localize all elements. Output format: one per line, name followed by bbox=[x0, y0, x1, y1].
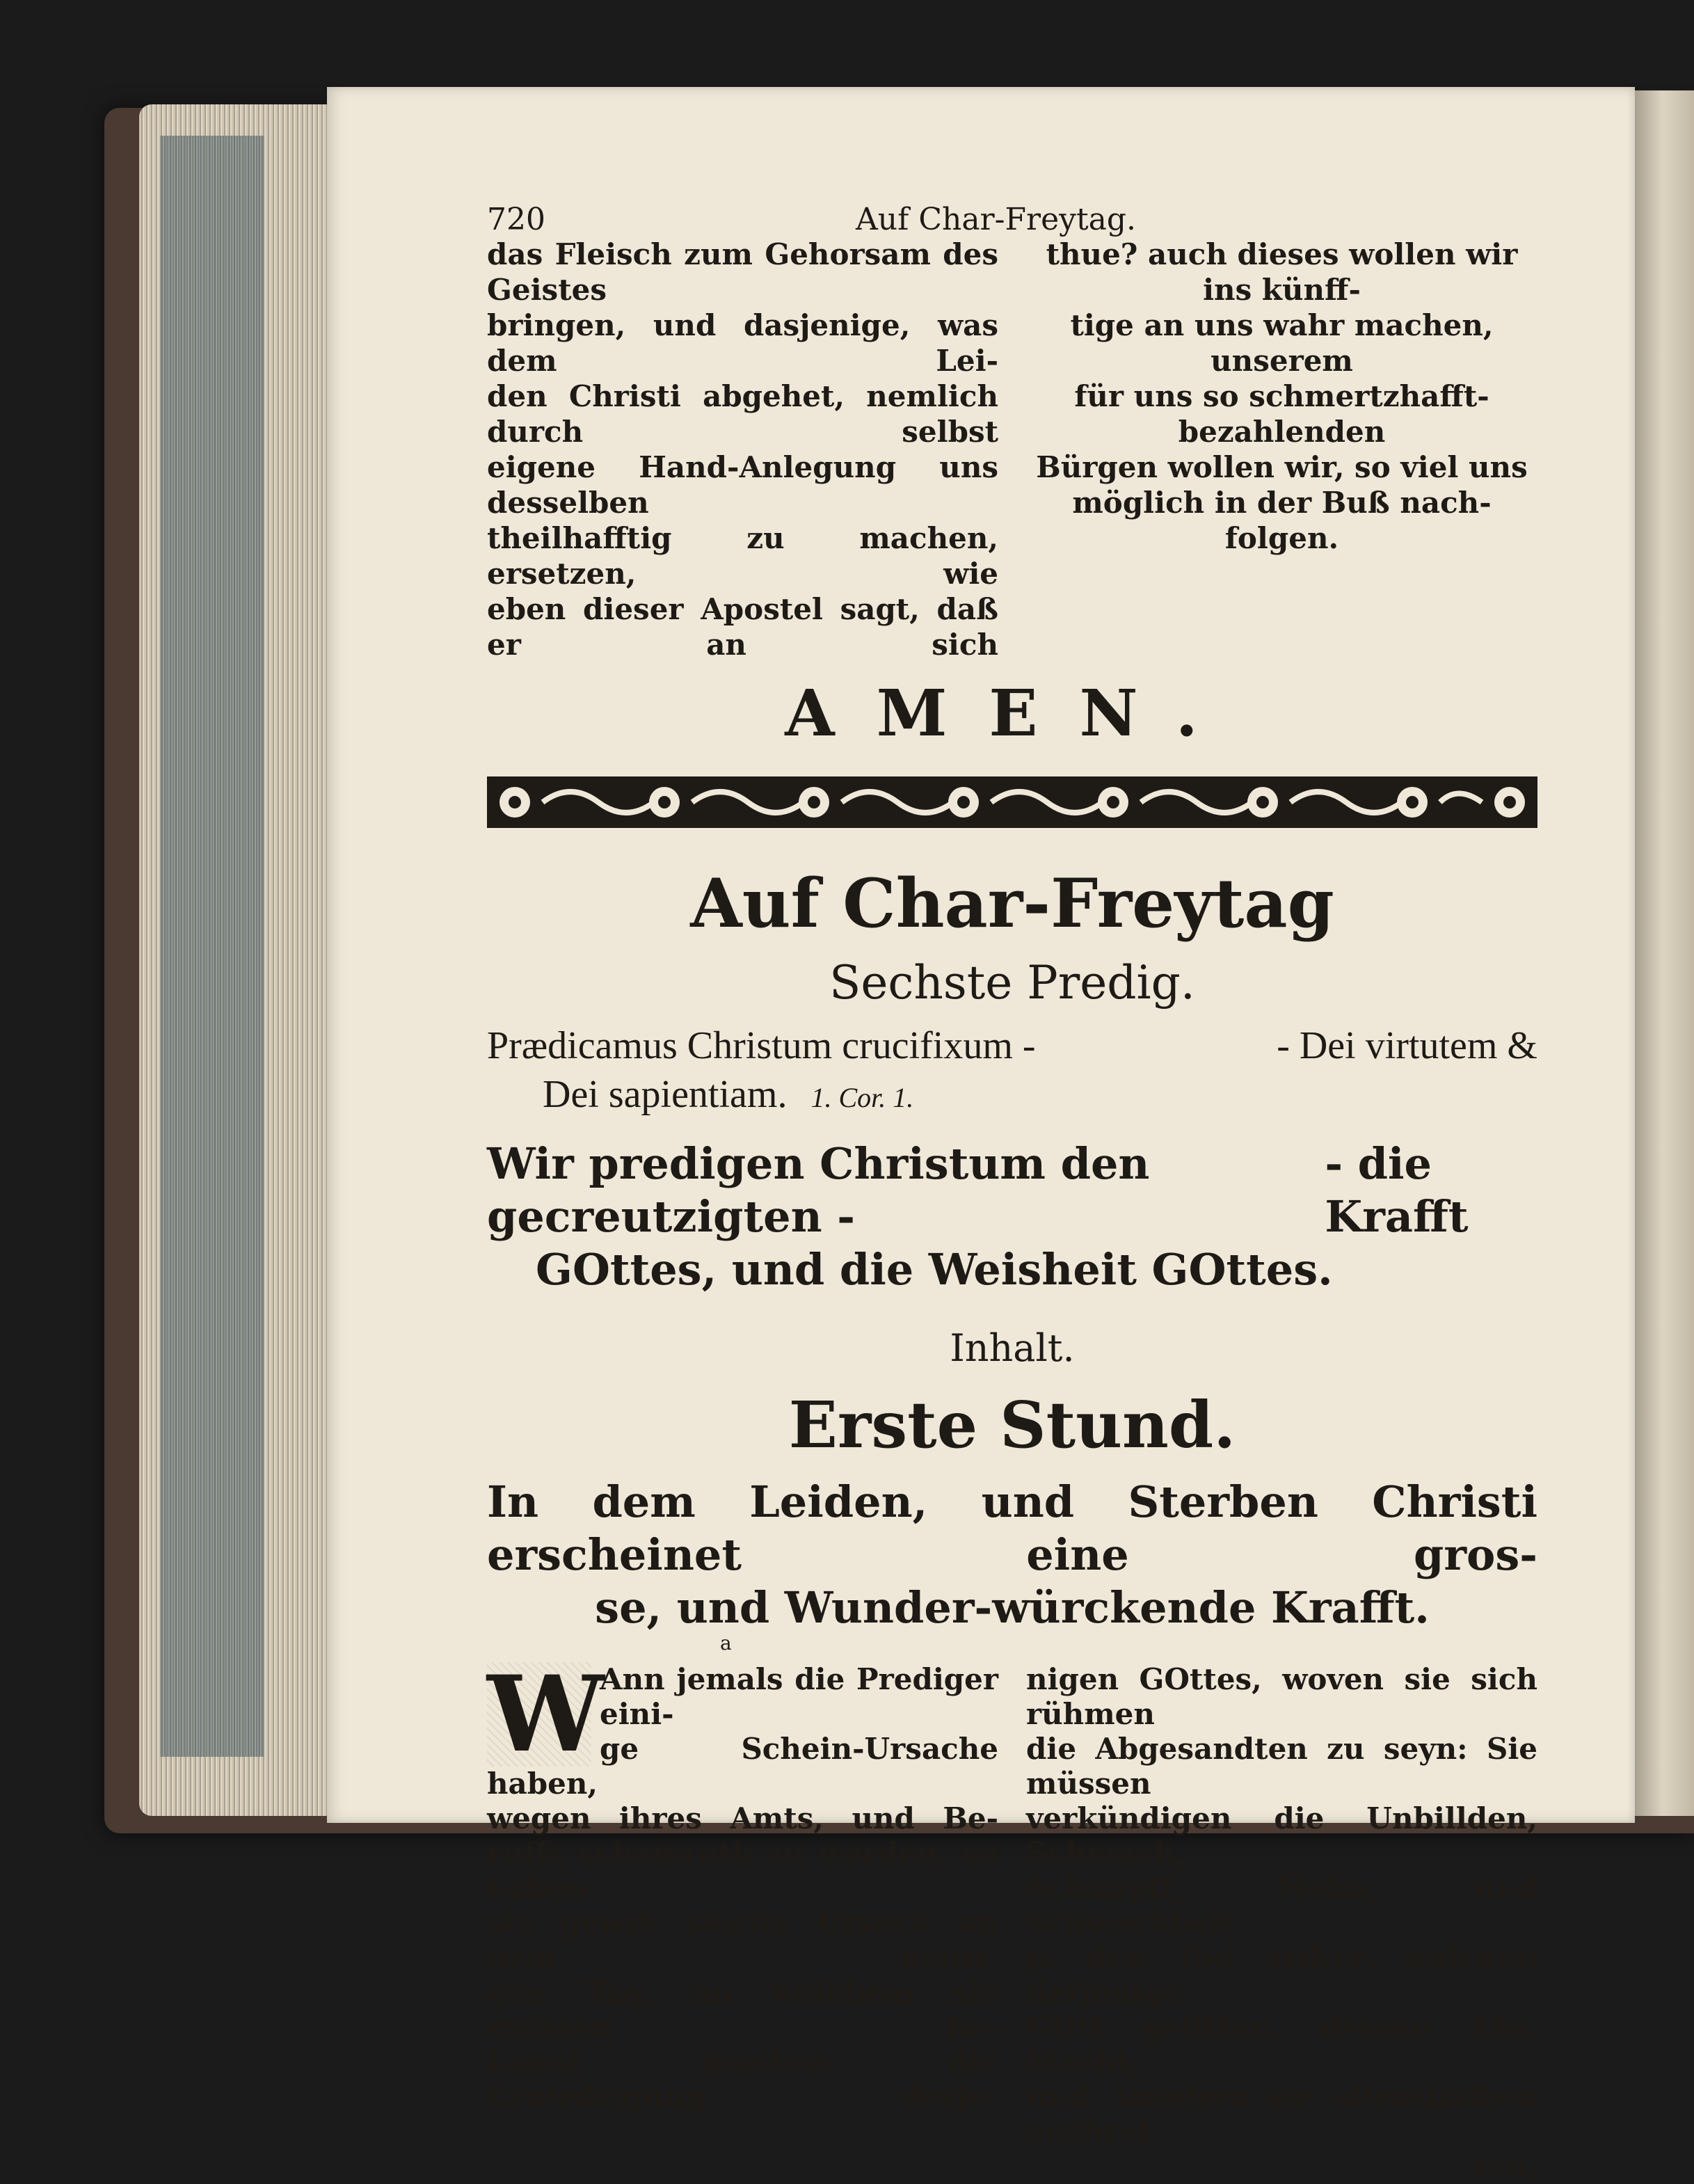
text-line: ja den Tod selber, welchen derjenige bbox=[1026, 1940, 1537, 2009]
top-columns bbox=[487, 237, 1537, 662]
text-line: theilhafftig zu machen, ersetzen, wie bbox=[487, 521, 998, 591]
text-line: eben dieser Apostel sagt, daß er an sich bbox=[487, 592, 998, 662]
text-line: folgen. bbox=[1224, 521, 1339, 555]
floral-ornament-icon bbox=[487, 772, 1537, 832]
text-line: Bürgen wollen wir, so viel uns bbox=[1036, 450, 1528, 484]
german-verse-part3: GOttes, und die Weisheit GOttes. bbox=[536, 1244, 1333, 1295]
signature-mark: a bbox=[720, 1632, 732, 1655]
text-line: bringen, und dasjenige, was dem Lei- bbox=[487, 308, 998, 378]
section-subtitle: Sechste Predig. bbox=[829, 956, 1195, 1010]
body-left-column bbox=[487, 1653, 998, 2184]
running-title: Auf Char-Freytag. bbox=[856, 202, 1137, 237]
text-line: den Christi abgehet, nemlich durch selbst bbox=[487, 379, 998, 449]
text-line: ge Schein-Ursache haben, bbox=[487, 1732, 998, 1801]
text-line: thue? auch dieses wollen wir ins künff- bbox=[1046, 237, 1518, 307]
facing-page-edge bbox=[1631, 90, 1694, 1816]
page-content bbox=[487, 202, 1537, 2184]
latin-verse bbox=[487, 1021, 1537, 1122]
german-verse bbox=[487, 1138, 1537, 1296]
running-head bbox=[487, 202, 1537, 237]
text-line: gen Tag, an welchem sie müssen be- bbox=[487, 1975, 998, 2044]
text-line: Schimpff, Hohn, und Schwachheit, bbox=[1026, 1871, 1537, 1940]
scripture-reference: 1. Cor. 1. bbox=[810, 1082, 914, 1113]
stund-heading: Erste Stund. bbox=[788, 1387, 1236, 1462]
text-line: und Ansehen sie allenthalben ausbrei- bbox=[1026, 2080, 1537, 2149]
summary bbox=[487, 1476, 1537, 1634]
text-line: eigene Hand-Anlegung uns desselben bbox=[487, 450, 998, 520]
summary-line: se, und Wunder-würckende Krafft. bbox=[595, 1582, 1430, 1633]
summary-line: In dem Leiden, und Sterben Christi erscheinet eine gros- bbox=[487, 1476, 1537, 1580]
latin-verse-part1: Prædicamus Christum crucifixum - bbox=[487, 1024, 1036, 1067]
page-edges bbox=[160, 136, 264, 1757]
german-verse-part1: Wir predigen Christum den gecreutzigten - bbox=[487, 1138, 1150, 1242]
german-verse-part2: - die Krafft bbox=[1325, 1138, 1469, 1242]
amen-heading: AMEN. bbox=[785, 676, 1240, 751]
section-title: Auf Char-Freytag bbox=[690, 864, 1334, 943]
text-line: tige an uns wahr machen, unserem bbox=[1070, 308, 1494, 378]
text-line: kannt machen die Erniedrigung desje- bbox=[487, 2045, 998, 2114]
text-line: verkündigen die Unbillden, Schmach, bbox=[1026, 1801, 1537, 1870]
text-line: ruffs schamroth zu werden, so haben bbox=[487, 1836, 998, 1905]
text-line: wegen ihres Amts, und Be- bbox=[487, 1801, 998, 1835]
text-line: möglich in der Buß nach- bbox=[1072, 486, 1492, 520]
text-line: sie gewiß solche Ursach an dem heuti- bbox=[487, 1906, 998, 1975]
body-right-column bbox=[1026, 1662, 1537, 2184]
text-line: die Abgesandten zu seyn: Sie müssen bbox=[1026, 1732, 1537, 1801]
text-line: für uns so schmertzhafft-bezahlenden bbox=[1074, 379, 1489, 449]
catchword: ten, bbox=[1473, 2149, 1537, 2183]
inhalt-heading: Inhalt. bbox=[950, 1326, 1075, 1370]
top-left-column bbox=[487, 237, 998, 662]
text-line: Ann jemals die Prediger eini- bbox=[600, 1662, 998, 1731]
text-line: nigen GOttes, woven sie sich rühmen bbox=[1026, 1662, 1537, 1731]
latin-verse-part2: - Dei virtutem & bbox=[1277, 1024, 1537, 1067]
top-right-column bbox=[1026, 237, 1537, 662]
text-line: das Fleisch zum Gehorsam des Geistes bbox=[487, 237, 998, 307]
latin-verse-part3: Dei sapientiam. bbox=[543, 1073, 788, 1116]
text-line: GOtt gelitten, dessen Ehr, Macht, bbox=[1026, 2010, 1537, 2079]
page-number: 720 bbox=[487, 202, 545, 237]
body-columns bbox=[487, 1653, 1537, 2184]
decorated-initial: W bbox=[487, 1653, 605, 1776]
